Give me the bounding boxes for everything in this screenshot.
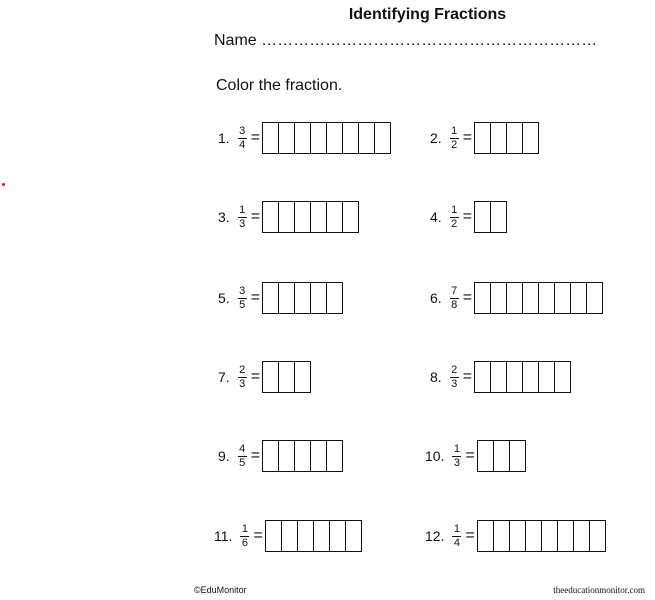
equals-sign: = [250, 368, 261, 385]
denominator: 3 [451, 377, 458, 390]
fraction [238, 126, 247, 151]
fraction-box[interactable] [279, 202, 295, 232]
fraction-box[interactable] [539, 362, 555, 392]
problem-4 [430, 200, 507, 234]
fraction-boxes [262, 282, 343, 314]
numerator: 2 [451, 363, 458, 376]
fraction-box[interactable] [542, 521, 558, 551]
denominator: 3 [239, 217, 246, 230]
denominator: 3 [239, 377, 246, 390]
red-dot-mark [2, 183, 5, 186]
denominator: 2 [451, 217, 458, 230]
fraction-box[interactable] [539, 283, 555, 313]
fraction-box[interactable] [295, 123, 311, 153]
problem-number: 4. [430, 209, 442, 225]
problem-number: 2. [430, 130, 442, 146]
numerator: 1 [239, 203, 246, 216]
problem-number: 5. [218, 290, 230, 306]
fraction-boxes [262, 201, 359, 233]
fraction-box[interactable] [327, 123, 343, 153]
fraction-box[interactable] [327, 441, 343, 471]
fraction-box[interactable] [526, 521, 542, 551]
fraction-box[interactable] [523, 123, 539, 153]
fraction-box[interactable] [571, 283, 587, 313]
fraction-box[interactable] [263, 202, 279, 232]
fraction [450, 205, 459, 230]
fraction-box[interactable] [491, 123, 507, 153]
fraction-box[interactable] [314, 521, 330, 551]
fraction-box[interactable] [475, 362, 491, 392]
fraction-box[interactable] [475, 202, 491, 232]
fraction-box[interactable] [263, 123, 279, 153]
fraction-box[interactable] [295, 283, 311, 313]
fraction-boxes [477, 440, 526, 472]
fraction-box[interactable] [574, 521, 590, 551]
equals-sign: = [462, 208, 473, 225]
name-field-label: Name ……………………………………………………… [214, 32, 598, 49]
fraction-box[interactable] [279, 123, 295, 153]
copyright-text: ©EduMonitor [194, 585, 247, 595]
fraction-boxes [474, 282, 603, 314]
fraction-box[interactable] [494, 441, 510, 471]
fraction-box[interactable] [279, 441, 295, 471]
problem-2 [430, 121, 539, 155]
fraction-box[interactable] [555, 362, 571, 392]
equals-sign: = [250, 208, 261, 225]
numerator: 1 [451, 124, 458, 137]
instruction-text: Color the fraction. [216, 77, 343, 94]
fraction [238, 444, 247, 469]
fraction-box[interactable] [507, 123, 523, 153]
numerator: 1 [453, 442, 461, 455]
fraction-box[interactable] [359, 123, 375, 153]
denominator: 5 [239, 456, 246, 469]
fraction-box[interactable] [587, 283, 603, 313]
fraction-box[interactable] [279, 283, 295, 313]
fraction-box[interactable] [478, 521, 494, 551]
fraction-box[interactable] [510, 521, 526, 551]
numerator: 2 [239, 363, 246, 376]
fraction-box[interactable] [311, 202, 327, 232]
problem-8 [430, 360, 571, 394]
problem-12 [425, 519, 606, 553]
fraction-box[interactable] [282, 521, 298, 551]
denominator: 8 [451, 298, 458, 311]
equals-sign: = [462, 289, 473, 306]
numerator: 1 [241, 522, 248, 535]
numerator: 4 [239, 442, 246, 455]
equals-sign: = [462, 368, 473, 385]
denominator: 2 [451, 138, 458, 151]
fraction-box[interactable] [523, 283, 539, 313]
fraction-box[interactable] [475, 123, 491, 153]
equals-sign: = [250, 447, 261, 464]
fraction [238, 205, 247, 230]
fraction-box[interactable] [346, 521, 362, 551]
fraction-box[interactable] [494, 521, 510, 551]
problem-number: 10. [425, 448, 445, 464]
problem-number: 7. [218, 369, 230, 385]
denominator: 6 [241, 536, 248, 549]
fraction-box[interactable] [263, 283, 279, 313]
denominator: 3 [453, 456, 461, 469]
fraction-box[interactable] [279, 362, 295, 392]
fraction-box[interactable] [375, 123, 391, 153]
denominator: 5 [239, 298, 246, 311]
fraction-boxes [474, 201, 507, 233]
fraction-boxes [474, 122, 539, 154]
problem-number: 1. [218, 130, 230, 146]
equals-sign: = [462, 129, 473, 146]
equals-sign: = [465, 447, 475, 464]
problem-5 [218, 281, 343, 315]
problem-3 [218, 200, 359, 234]
equals-sign: = [253, 527, 263, 544]
fraction [240, 524, 249, 549]
fraction-box[interactable] [263, 362, 279, 392]
equals-sign: = [250, 129, 261, 146]
fraction [452, 524, 461, 549]
worksheet-title: Identifying Fractions [348, 6, 507, 23]
fraction-box[interactable] [491, 283, 507, 313]
fraction-boxes [262, 122, 391, 154]
numerator: 1 [451, 203, 458, 216]
problem-number: 11. [214, 528, 233, 544]
fraction-box[interactable] [478, 441, 494, 471]
denominator: 4 [453, 536, 461, 549]
problem-10 [425, 439, 526, 473]
fraction-boxes [474, 361, 571, 393]
fraction-boxes [262, 361, 311, 393]
fraction-box[interactable] [510, 441, 526, 471]
numerator: 7 [451, 284, 458, 297]
fraction-box[interactable] [311, 283, 327, 313]
problem-number: 3. [218, 209, 230, 225]
equals-sign: = [465, 527, 475, 544]
fraction [238, 286, 247, 311]
problem-6 [430, 281, 603, 315]
fraction-box[interactable] [311, 123, 327, 153]
fraction [452, 444, 461, 469]
fraction-box[interactable] [298, 521, 314, 551]
fraction-box[interactable] [295, 202, 311, 232]
numerator: 1 [453, 522, 461, 535]
fraction-box[interactable] [295, 441, 311, 471]
problem-number: 6. [430, 290, 442, 306]
fraction-boxes [265, 520, 362, 552]
problem-1 [218, 121, 391, 155]
fraction-box[interactable] [263, 441, 279, 471]
fraction-box[interactable] [590, 521, 606, 551]
numerator: 3 [239, 284, 246, 297]
problem-number: 9. [218, 448, 230, 464]
problem-7 [218, 360, 311, 394]
fraction-box[interactable] [330, 521, 346, 551]
fraction-box[interactable] [523, 362, 539, 392]
fraction-box[interactable] [327, 202, 343, 232]
fraction-box[interactable] [311, 441, 327, 471]
fraction-box[interactable] [558, 521, 574, 551]
fraction-box[interactable] [507, 283, 523, 313]
problem-number: 12. [425, 528, 445, 544]
fraction [450, 365, 459, 390]
equals-sign: = [250, 289, 261, 306]
fraction-box[interactable] [327, 283, 343, 313]
fraction-box[interactable] [343, 123, 359, 153]
fraction-box[interactable] [266, 521, 282, 551]
numerator: 3 [239, 124, 246, 137]
fraction-box[interactable] [475, 283, 491, 313]
website-text: theeducationmonitor.com [553, 585, 645, 595]
problem-9 [218, 439, 343, 473]
fraction-box[interactable] [555, 283, 571, 313]
fraction-box[interactable] [343, 202, 359, 232]
fraction-box[interactable] [507, 362, 523, 392]
fraction [238, 365, 247, 390]
fraction [450, 286, 459, 311]
fraction-box[interactable] [295, 362, 311, 392]
problem-11 [214, 519, 362, 553]
fraction [450, 126, 459, 151]
problem-number: 8. [430, 369, 442, 385]
fraction-boxes [477, 520, 606, 552]
fraction-box[interactable] [491, 362, 507, 392]
denominator: 4 [239, 138, 246, 151]
fraction-boxes [262, 440, 343, 472]
fraction-box[interactable] [491, 202, 507, 232]
